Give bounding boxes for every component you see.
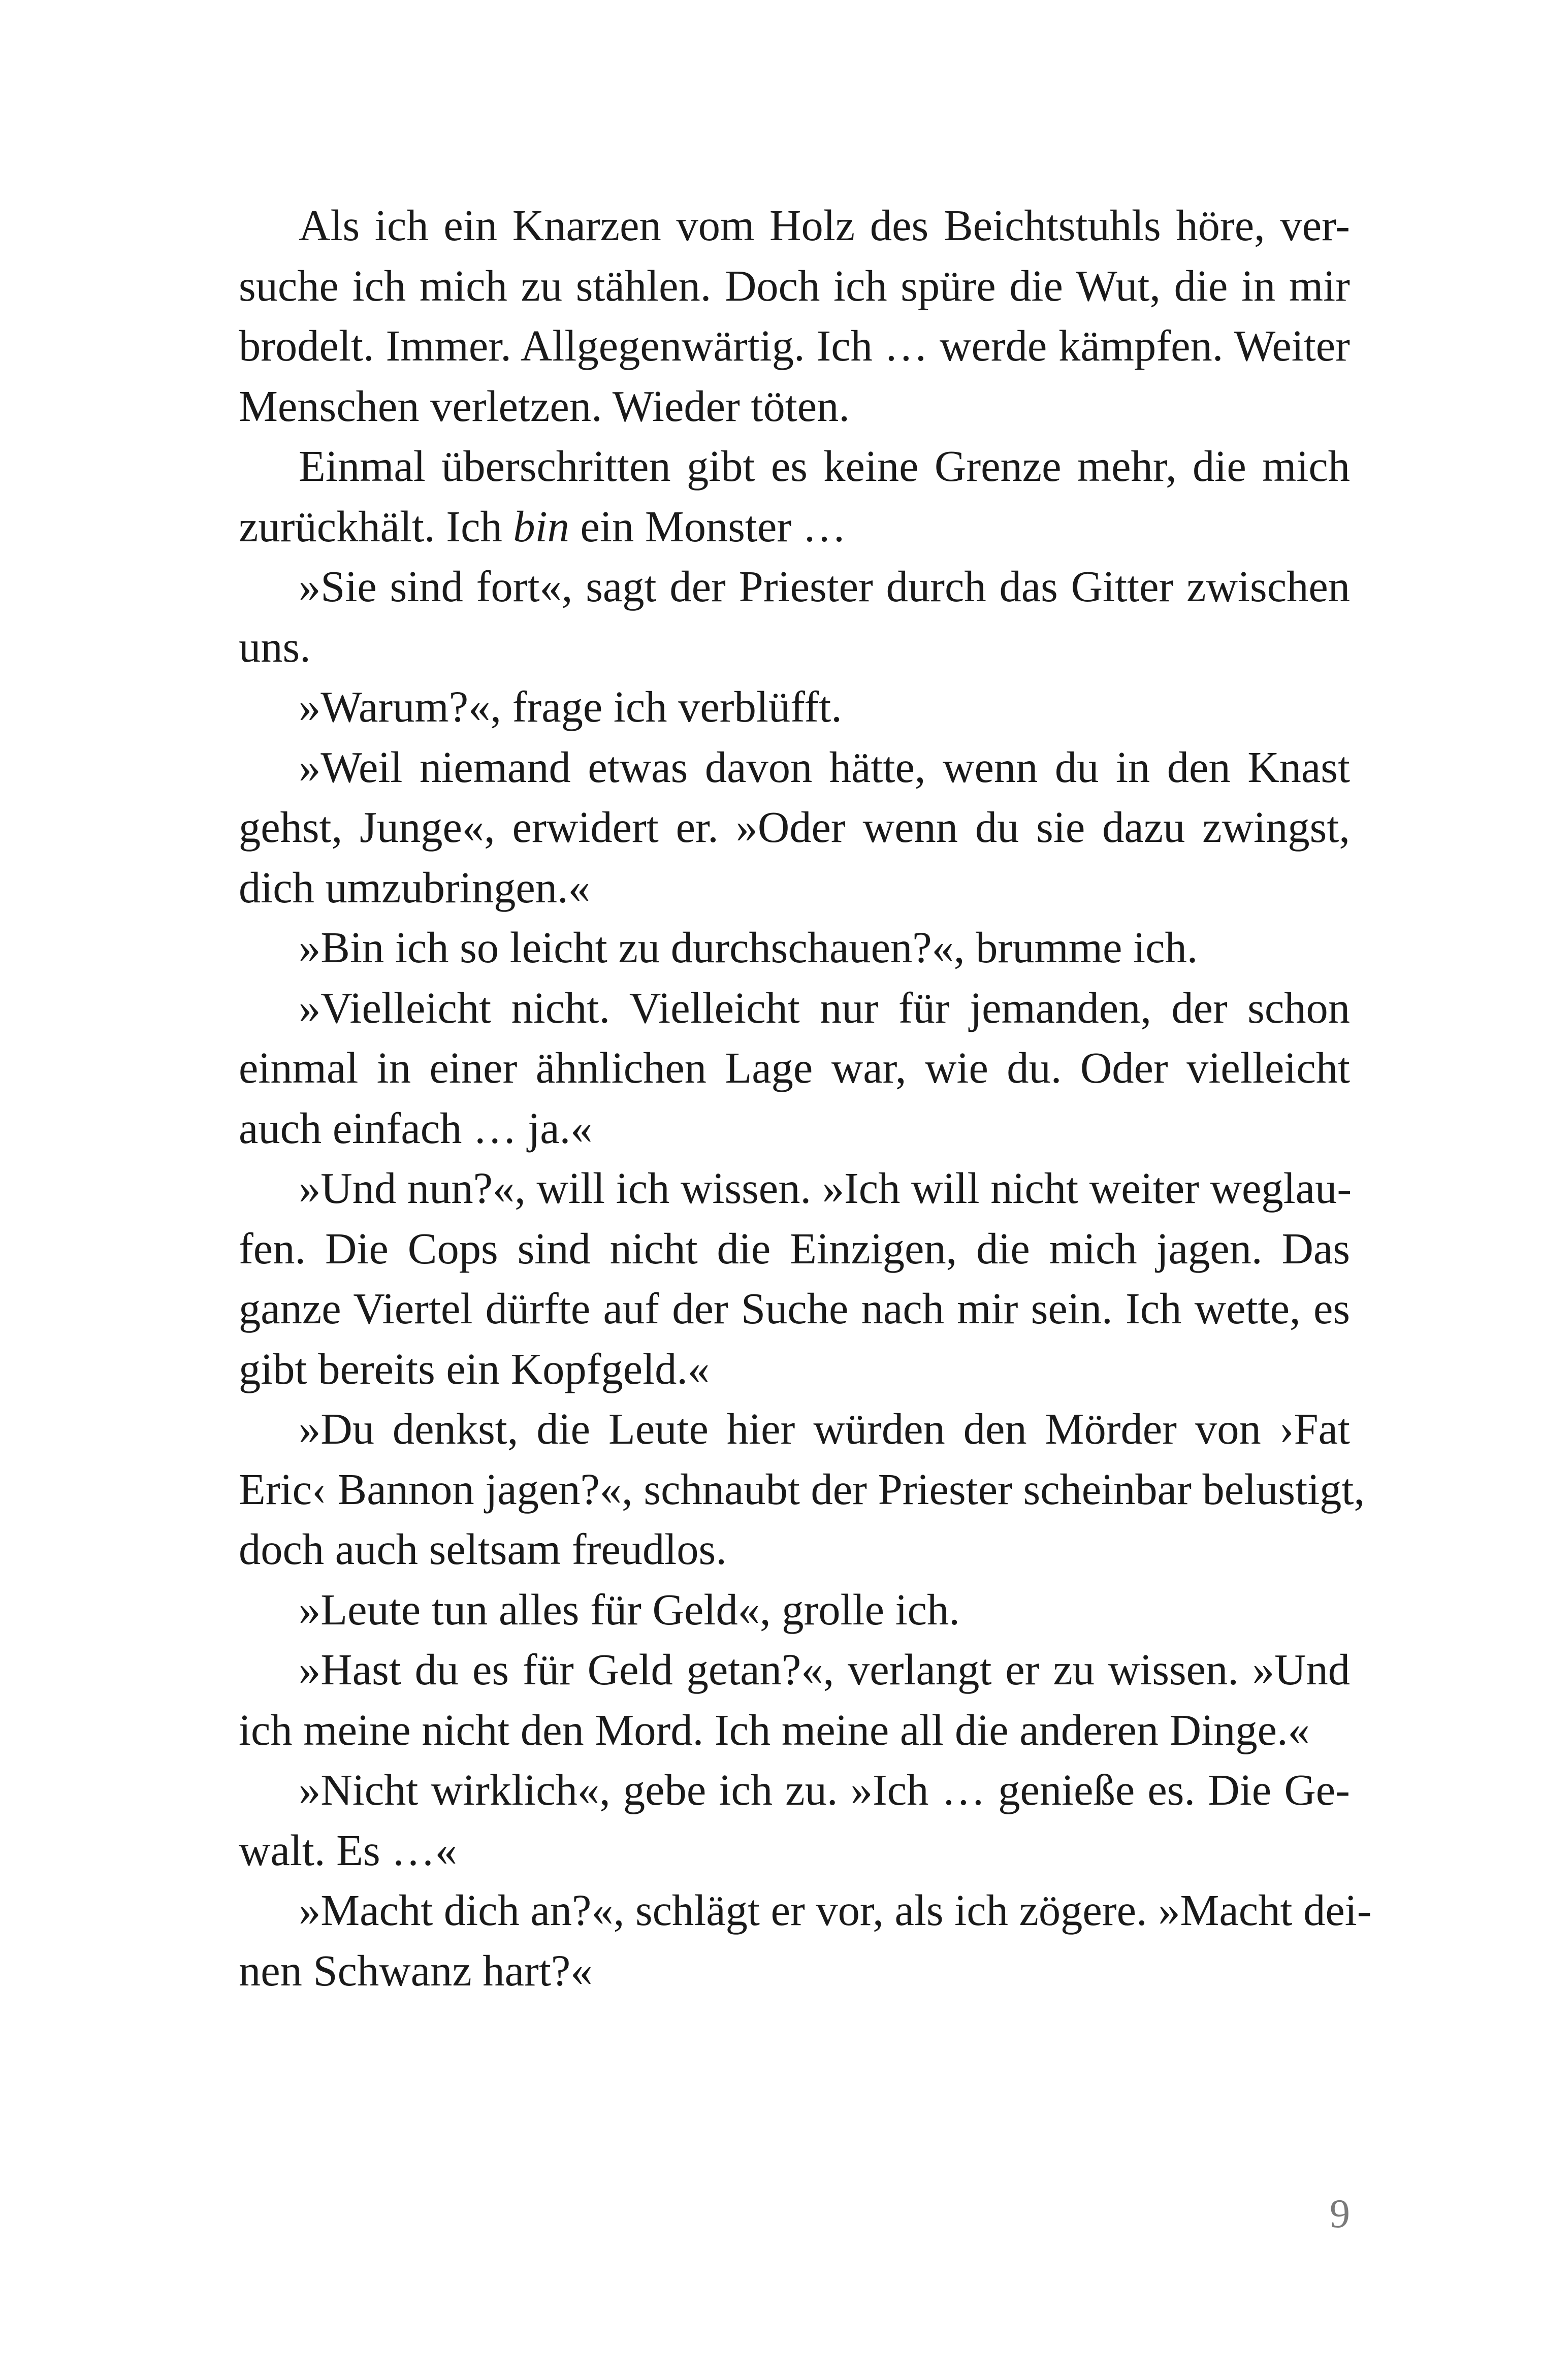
text-line: nen Schwanz hart?« bbox=[239, 1946, 593, 1995]
text-line: auch einfach … ja.« bbox=[239, 1103, 593, 1153]
page-number: 9 bbox=[1330, 2192, 1350, 2236]
text-line: »Nicht wirklich«, gebe ich zu. »Ich … genieße es. Die Ge- bbox=[299, 1766, 1350, 1814]
text-line bbox=[239, 497, 1350, 557]
text-line: ganze Viertel dürfte auf der Suche nach mir sein. Ich wette, es bbox=[239, 1284, 1350, 1333]
text-line: suche ich mich zu stählen. Doch ich spüre die Wut, die in mir bbox=[239, 261, 1350, 310]
text-line: walt. Es …« bbox=[239, 1825, 458, 1875]
text-line: doch auch seltsam freudlos. bbox=[239, 1525, 727, 1574]
text-line: Eric‹ Bannon jagen?«, schnaubt der Priester scheinbar belustigt, bbox=[239, 1464, 1365, 1514]
text-line: ich meine nicht den Mord. Ich meine all die anderen Dinge.« bbox=[239, 1705, 1310, 1754]
text-line: Als ich ein Knarzen vom Holz des Beichtstuhls höre, ver- bbox=[299, 201, 1350, 250]
text-line: brodelt. Immer. Allgegenwärtig. Ich … werde kämpfen. Weiter bbox=[239, 321, 1350, 370]
text-line: uns. bbox=[239, 622, 311, 671]
text-line: gibt bereits ein Kopfgeld.« bbox=[239, 1344, 710, 1393]
text-line: Menschen verletzen. Wieder töten. bbox=[239, 381, 850, 431]
text-line: fen. Die Cops sind nicht die Einzigen, die mich jagen. Das bbox=[239, 1224, 1350, 1273]
text-line: »Und nun?«, will ich wissen. »Ich will nicht weiter weglau- bbox=[299, 1164, 1352, 1213]
text-line: »Weil niemand etwas davon hätte, wenn du in den Knast bbox=[299, 742, 1350, 792]
text-line: einmal in einer ähnlichen Lage war, wie du. Oder vielleicht bbox=[239, 1044, 1350, 1092]
text-line: dich umzubringen.« bbox=[239, 863, 590, 912]
text-line: »Macht dich an?«, schlägt er vor, als ich zögere. »Macht dei- bbox=[299, 1886, 1372, 1935]
text-line: »Vielleicht nicht. Vielleicht nur für jemanden, der schon bbox=[299, 983, 1350, 1032]
text-line: »Warum?«, frage ich verblüfft. bbox=[299, 682, 842, 731]
text-segment: ein Monster … bbox=[569, 502, 847, 551]
text-line: »Bin ich so leicht zu durchschauen?«, brumme ich. bbox=[299, 923, 1198, 972]
text-line: »Leute tun alles für Geld«, grolle ich. bbox=[299, 1585, 960, 1634]
text-line: gehst, Junge«, erwidert er. »Oder wenn du sie dazu zwingst, bbox=[239, 803, 1350, 852]
text-segment: zurückhält. Ich bbox=[239, 502, 513, 551]
text-line: »Sie sind fort«, sagt der Priester durch das Gitter zwischen bbox=[299, 562, 1350, 611]
body-text bbox=[239, 195, 1372, 2001]
italic-emphasis: bin bbox=[513, 502, 569, 551]
text-line: »Du denkst, die Leute hier würden den Mörder von ›Fat bbox=[299, 1405, 1350, 1453]
text-line: Einmal überschritten gibt es keine Grenze mehr, die mich bbox=[299, 442, 1350, 491]
text-line: »Hast du es für Geld getan?«, verlangt er zu wissen. »Und bbox=[299, 1645, 1350, 1694]
